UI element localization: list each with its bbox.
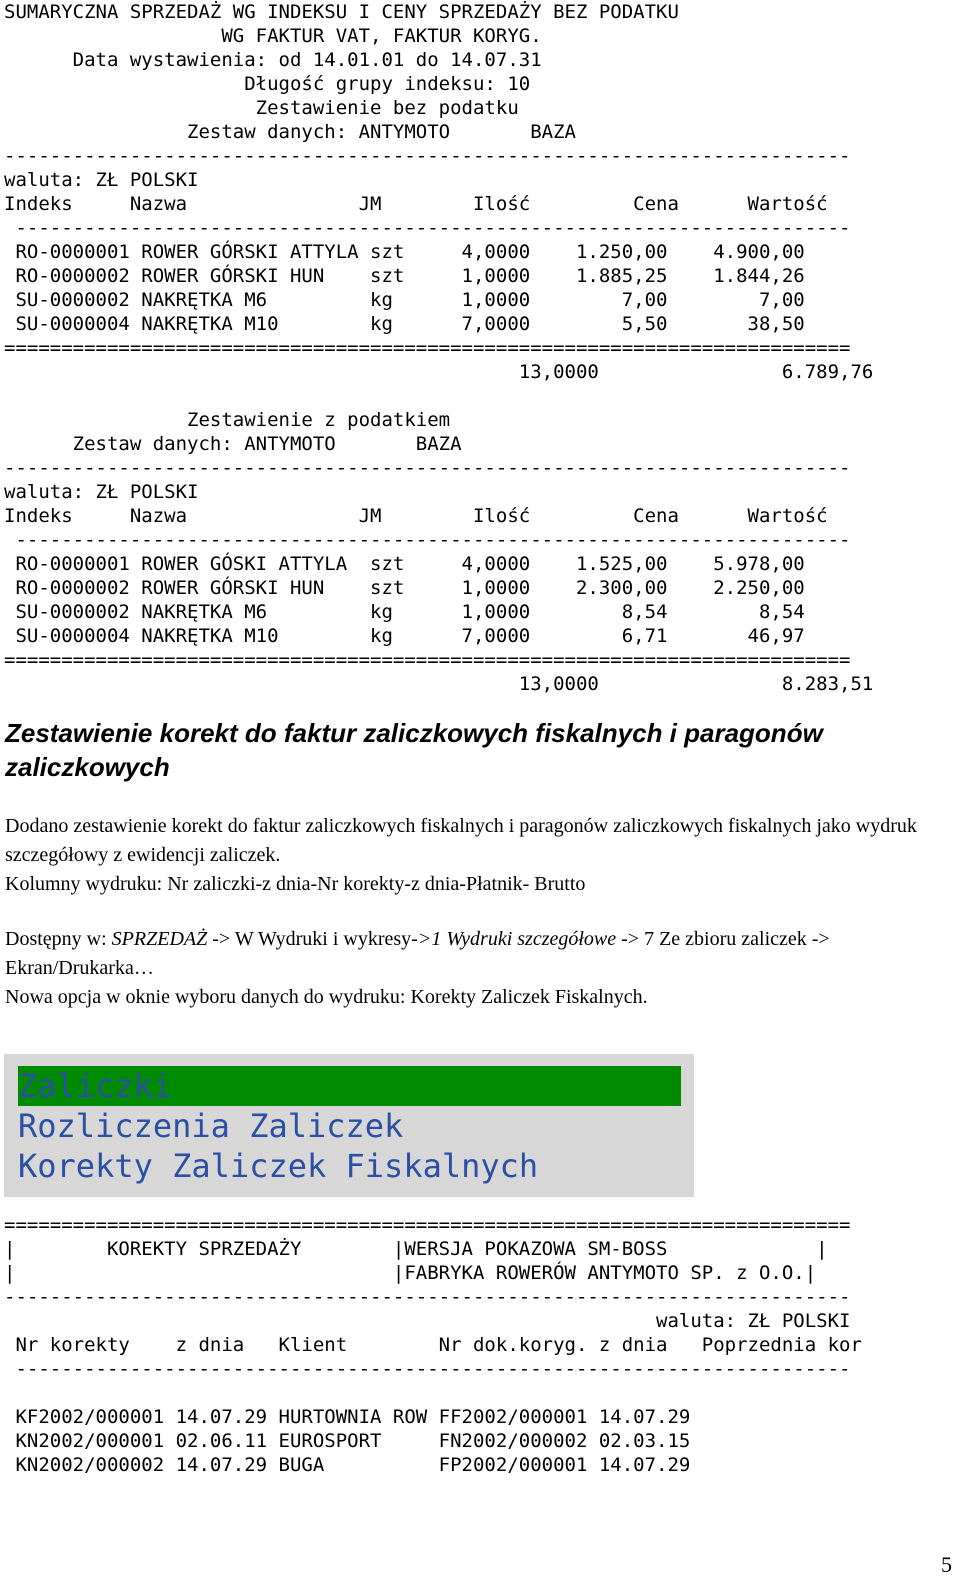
table-row: SU-0000002 NAKRĘTKA M6 kg 1,0000 7,00 7,00 <box>4 289 805 311</box>
separator: ========================================================================== <box>4 337 851 359</box>
currency-line: waluta: ZŁ POLSKI <box>4 169 199 191</box>
report-header-line: WG FAKTUR VAT, FAKTUR KORYG. <box>4 25 542 47</box>
description-text: Dodano zestawienie korekt do faktur zaliczkowych fiskalnych i paragonów zaliczkowych fiskalnych jako wydruk szczegółowy z ewidencji zaliczek. <box>5 815 917 866</box>
report-line: waluta: ZŁ POLSKI <box>4 1310 851 1332</box>
menu-item-rozliczenia-zaliczek[interactable]: Rozliczenia Zaliczek <box>18 1107 404 1145</box>
report-line: KN2002/000002 14.07.29 BUGA FP2002/000001 14.07.29 <box>4 1454 691 1476</box>
blank-line <box>4 384 954 408</box>
table-row: RO-0000001 ROWER GÓSKI ATTYLA szt 4,0000 1.525,00 5.978,00 <box>4 553 805 575</box>
report-header-line: Długość grupy indeksu: 10 <box>4 73 531 95</box>
currency-line: waluta: ZŁ POLSKI <box>4 481 199 503</box>
separator: ========================================================================== <box>4 649 851 671</box>
separator: -------------------------------------------------------------------------- <box>4 145 851 167</box>
separator: ------------------------------------------------------------------------- <box>4 217 851 239</box>
availability-prefix: Dostępny w: <box>5 928 112 950</box>
blank-line <box>4 1381 954 1405</box>
table-row: SU-0000002 NAKRĘTKA M6 kg 1,0000 8,54 8,54 <box>4 601 805 623</box>
table-row: RO-0000002 ROWER GÓRSKI HUN szt 1,0000 2.300,00 2.250,00 <box>4 577 805 599</box>
table-row: RO-0000001 ROWER GÓRSKI ATTYLA szt 4,0000 1.250,00 4.900,00 <box>4 241 805 263</box>
description-paragraph <box>5 812 950 899</box>
page-number: 5 <box>941 1552 952 1577</box>
table-row: RO-0000002 ROWER GÓRSKI HUN szt 1,0000 1.885,25 1.844,26 <box>4 265 805 287</box>
menu-path-szczegolowe: >1 Wydruki szczegółowe <box>417 928 617 950</box>
columns-text: Kolumny wydruku: Nr zaliczki-z dnia-Nr korekty-z dnia-Płatnik- Brutto <box>5 873 586 895</box>
total-row: 13,0000 6.789,76 <box>4 361 874 383</box>
dataset-line: Zestaw danych: ANTYMOTO BAZA <box>4 433 462 455</box>
report-line: Nr korekty z dnia Klient Nr dok.koryg. z dnia Poprzednia kor <box>4 1334 862 1356</box>
separator: -------------------------------------------------------------------------- <box>4 457 851 479</box>
table-row: SU-0000004 NAKRĘTKA M10 kg 7,0000 5,50 38,50 <box>4 313 805 335</box>
new-option-text: Nowa opcja w oknie wyboru danych do wydruku: Korekty Zaliczek Fiskalnych. <box>5 986 648 1008</box>
menu-path-wydruki: -> W Wydruki i wykresy- <box>207 928 418 950</box>
report-summary-listing <box>4 0 954 696</box>
report-line: -------------------------------------------------------------------------- <box>4 1286 851 1308</box>
table-row: SU-0000004 NAKRĘTKA M10 kg 7,0000 6,71 46,97 <box>4 625 805 647</box>
report-corrections-listing <box>4 1213 954 1477</box>
report-header-line: Data wystawienia: od 14.01.01 do 14.07.31 <box>4 49 542 71</box>
report-line: | |FABRYKA ROWERÓW ANTYMOTO SP. z O.O.| <box>4 1262 817 1284</box>
menu-path-sprzedaz: SPRZEDAŻ <box>111 928 208 950</box>
section-heading: Zestawienie korekt do faktur zaliczkowych fiskalnych i paragonów zaliczkowych <box>5 718 823 782</box>
report-line: KN2002/000001 02.06.11 EUROSPORT FN2002/000002 02.03.15 <box>4 1430 691 1452</box>
separator: ------------------------------------------------------------------------- <box>4 529 851 551</box>
report-line: ------------------------------------------------------------------------- <box>4 1358 851 1380</box>
report-header-line: Zestaw danych: ANTYMOTO BAZA <box>4 121 576 143</box>
report-line: | KOREKTY SPRZEDAŻY |WERSJA POKAZOWA SM-BOSS | <box>4 1238 828 1260</box>
report-header-line: SUMARYCZNA SPRZEDAŻ WG INDEKSU I CENY SPRZEDAŻY BEZ PODATKU <box>4 1 679 23</box>
menu-item-korekty-zaliczek-fiskalnych[interactable]: Korekty Zaliczek Fiskalnych <box>18 1147 539 1185</box>
advance-options-menu <box>4 1054 694 1197</box>
report-line: KF2002/000001 14.07.29 HURTOWNIA ROW FF2002/000001 14.07.29 <box>4 1406 691 1428</box>
report-line: ========================================================================== <box>4 1214 851 1236</box>
total-row: 13,0000 8.283,51 <box>4 673 874 695</box>
menu-item-zaliczki[interactable]: Zaliczki <box>18 1066 681 1106</box>
column-header: Indeks Nazwa JM Ilość Cena Wartość <box>4 193 828 215</box>
section-title: Zestawienie z podatkiem <box>4 409 451 431</box>
column-header: Indeks Nazwa JM Ilość Cena Wartość <box>4 505 828 527</box>
menu-path-suffix: -> 7 Ze zbioru zaliczek -> Ekran/Drukarka… <box>5 928 830 979</box>
availability-paragraph <box>5 925 950 1012</box>
report-header-line: Zestawienie bez podatku <box>4 97 519 119</box>
